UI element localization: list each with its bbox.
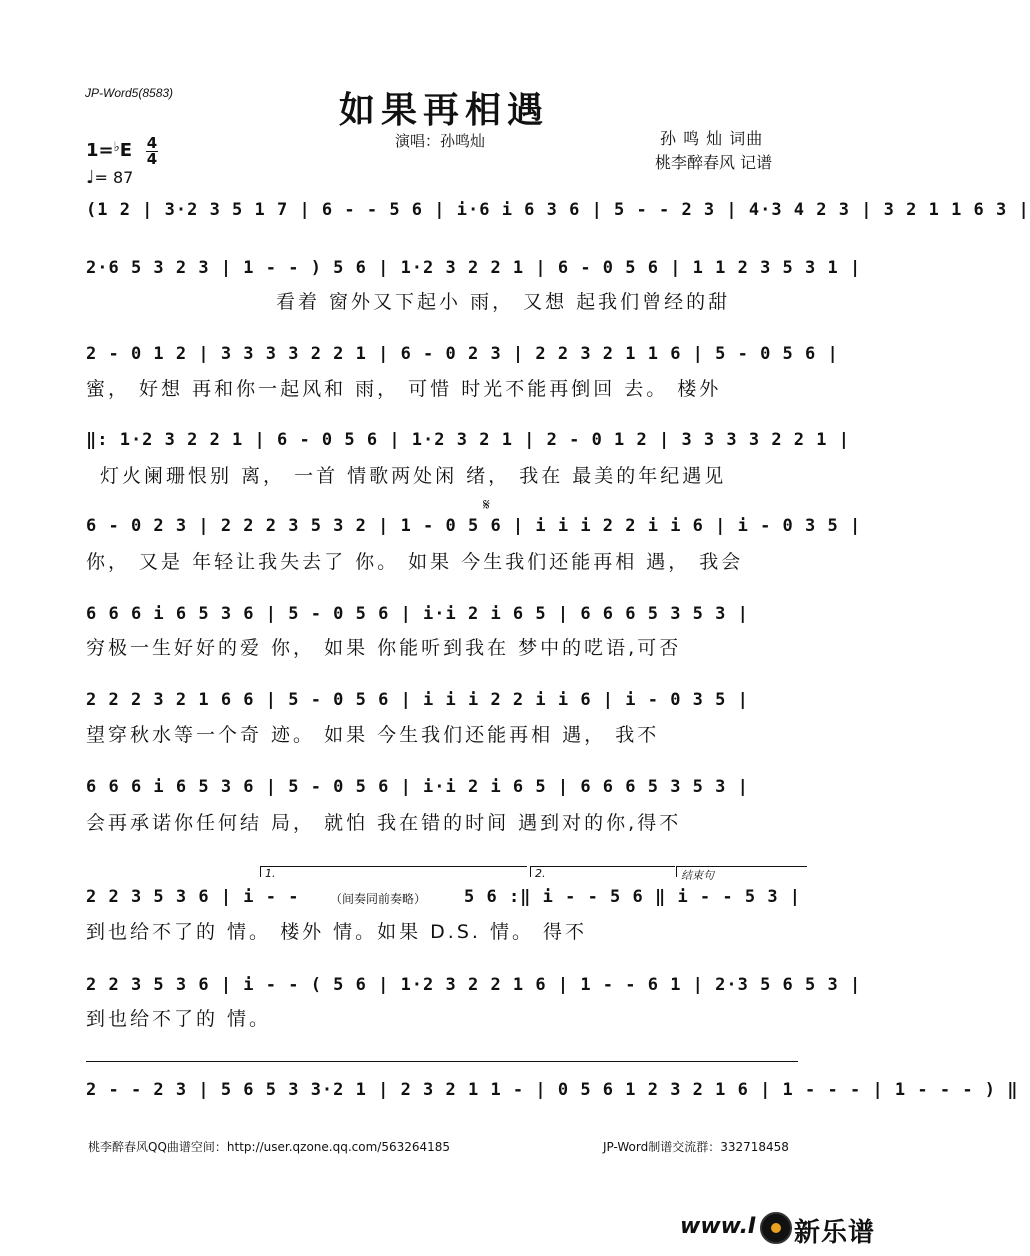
notation-line-9a: 2 2 3 5 3 6 | i - - <box>86 887 300 907</box>
tempo-value: = 87 <box>94 168 134 187</box>
segno-icon: 𝄋 <box>483 495 490 514</box>
time-top: 4 <box>146 134 158 152</box>
lyric-line-7: 望穿秋水等一个奇 迹。 如果 今生我们还能再相 遇， 我不 <box>86 724 660 746</box>
notation-line-7: 2 2 2 3 2 1 6 6 | 5 - 0 5 6 | i i i 2 2 i i 6 | i - 0 3 5 | <box>86 690 749 710</box>
notation-line-9b: 5 6 :‖ i - - 5 6 ‖ i - - 5 3 | <box>464 887 802 907</box>
notation-line-1: (1 2 | 3·2 3 5 1 7 | 6 - - 5 6 | i·6 i 6 3 6 | 5 - - 2 3 | 4·3 4 2 3 | 3 2 1 1 6 3 | <box>86 200 1030 220</box>
volta-bracket-1: 1. <box>260 866 527 877</box>
volta-bracket-2: 2. <box>530 866 675 877</box>
notation-line-2: 2·6 5 3 2 3 | 1 - - ) 5 6 | 1·2 3 2 2 1 | 6 - 0 5 6 | 1 1 2 3 5 3 1 | <box>86 258 862 278</box>
lyric-line-10: 到也给不了的 情。 <box>86 1008 272 1030</box>
lyric-line-4: 灯火阑珊恨别 离， 一首 情歌两处闲 绪， 我在 最美的年纪遇见 <box>100 465 727 487</box>
lyric-line-6: 穷极一生好好的爱 你， 如果 你能听到我在 梦中的呓语,可否 <box>86 637 682 659</box>
footer-group: JP-Word制谱交流群：332718458 <box>603 1140 789 1154</box>
ending-bracket: 结束句 <box>676 866 807 877</box>
lyric-line-9: 到也给不了的 情。 楼外 情。如果 D.S. 情。 得不 <box>86 921 588 943</box>
lyric-line-5: 你， 又是 年轻让我失去了 你。 如果 今生我们还能再相 遇， 我会 <box>86 551 744 573</box>
lyric-line-8: 会再承诺你任何结 局， 就怕 我在错的时间 遇到对的你,得不 <box>86 812 682 834</box>
program-label: JP-Word5(8583) <box>85 86 174 100</box>
record-disc-icon <box>760 1212 792 1244</box>
notation-line-4: ‖: 1·2 3 2 2 1 | 6 - 0 5 6 | 1·2 3 2 1 | 2 - 0 1 2 | 3 3 3 3 2 2 1 | <box>86 430 850 450</box>
lyric-line-3: 蜜， 好想 再和你一起风和 雨， 可惜 时光不能再倒回 去。 楼外 <box>86 378 722 400</box>
key-prefix: 1= <box>86 140 114 161</box>
notation-line-10: 2 2 3 5 3 6 | i - - ( 5 6 | 1·2 3 2 2 1 6 | 1 - - 6 1 | 2·3 5 6 5 3 | <box>86 975 862 995</box>
singer-credit: 演唱：孙鸣灿 <box>395 132 486 150</box>
notation-line-3: 2 - 0 1 2 | 3 3 3 3 2 2 1 | 6 - 0 2 3 | 2 2 3 2 1 1 6 | 5 - 0 5 6 | <box>86 344 839 364</box>
song-title: 如果再相遇 <box>338 89 549 131</box>
footer-space-link: 桃李醉春风QQ曲谱空间：http://user.qzone.qq.com/563264185 <box>88 1140 451 1154</box>
interlude-note: （间奏同前奏略） <box>330 892 427 906</box>
notation-line-6: 6 6 6 i 6 5 3 6 | 5 - 0 5 6 | i·i 2 i 6 5 | 6 6 6 5 3 5 3 | <box>86 604 749 624</box>
transcriber-credit: 桃李醉春风 记谱 <box>655 153 773 172</box>
notation-line-8: 6 6 6 i 6 5 3 6 | 5 - 0 5 6 | i·i 2 i 6 5 | 6 6 6 5 3 5 3 | <box>86 777 749 797</box>
logo-text: 新乐谱 <box>794 1218 876 1248</box>
time-bottom: 4 <box>146 150 158 168</box>
key-note: E <box>119 140 133 161</box>
system-line <box>86 1061 798 1062</box>
notation-line-11: 2 - - 2 3 | 5 6 5 3 3·2 1 | 2 3 2 1 1 - | 0 5 6 1 2 3 2 1 6 | 1 - - - | 1 - - - ) ‖ <box>86 1080 1019 1100</box>
quarter-note-icon: ♩ <box>86 167 95 188</box>
notation-line-5: 6 - 0 2 3 | 2 2 2 3 5 3 2 | 1 - 0 5 6 | i i i 2 2 i i 6 | i - 0 3 5 | <box>86 516 862 536</box>
composer-credit: 孙 鸣 灿 词曲 <box>660 129 764 148</box>
lyric-line-2: 看着 窗外又下起小 雨， 又想 起我们曾经的甜 <box>276 291 731 313</box>
tempo-marking <box>86 167 133 188</box>
flat-symbol: ♭ <box>113 140 120 155</box>
key-signature <box>86 140 132 161</box>
time-signature <box>146 136 158 167</box>
watermark-url: www.Ⅰ <box>680 1214 757 1239</box>
